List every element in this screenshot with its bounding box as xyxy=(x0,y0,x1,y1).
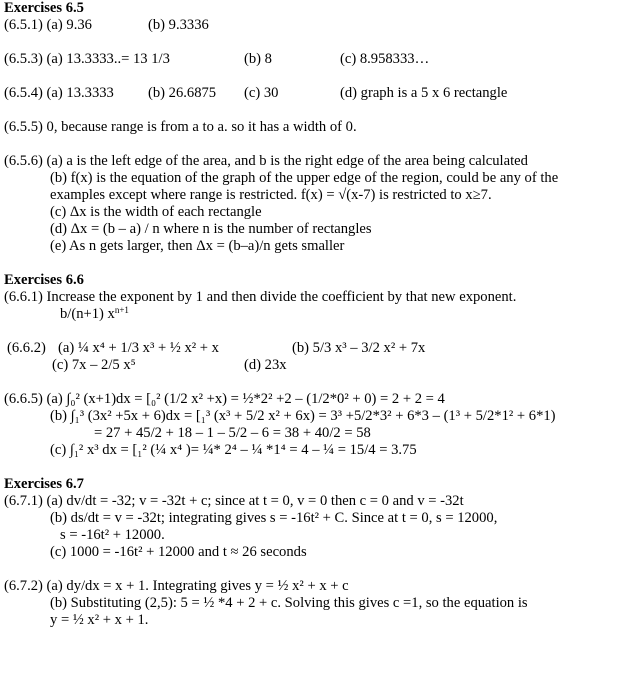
answer-6-7-1-a: (6.7.1) (a) dv/dt = -32; v = -32t + c; since at t = 0, v = 0 then c = 0 and v = -32t xyxy=(4,493,464,509)
answer-6-6-2-c: (c) 7x – 2/5 x⁵ xyxy=(52,357,136,373)
answer-6-5-3-b: (b) 8 xyxy=(244,51,272,67)
formula-base: b/(n+1) x xyxy=(60,306,115,322)
answer-6-7-1-b: (b) ds/dt = v = -32t; integrating gives s = -16t² + C. Since at t = 0, s = 12000, xyxy=(50,510,498,526)
answer-6-5-5: (6.5.5) 0, because range is from a to a. so it has a width of 0. xyxy=(4,119,357,135)
answer-6-5-4 xyxy=(4,85,622,102)
answer-6-7-1-b-cont: s = -16t² + 12000. xyxy=(60,527,165,543)
answer-6-6-5-b: (b) ∫₁³ (3x² +5x + 6)dx = [₁³ (x³ + 5/2 x² + 6x) = 3³ +5/2*3² + 6*3 – (1³ + 5/2*1² + 6*1) xyxy=(50,408,556,424)
answer-6-5-6-e: (e) As n gets larger, then Δx = (b–a)/n gets smaller xyxy=(50,238,345,254)
answer-6-6-1-formula xyxy=(4,306,622,323)
answer-6-7-2-b-cont: y = ½ x² + x + 1. xyxy=(50,612,149,628)
answer-6-5-1-a: (6.5.1) (a) 9.36 xyxy=(4,17,92,33)
answer-6-5-4-c: (c) 30 xyxy=(244,85,279,101)
answer-6-5-6-b: (b) f(x) is the equation of the graph of the upper edge of the region, could be any of the xyxy=(50,170,559,186)
answer-6-5-1 xyxy=(4,17,622,34)
exercise-page xyxy=(4,0,622,629)
answer-6-6-2-a: (a) ¼ x⁴ + 1/3 x³ + ½ x² + x xyxy=(58,340,219,356)
answer-6-6-5-b-cont: = 27 + 45/2 + 18 – 1 – 5/2 – 6 = 38 + 40/2 = 58 xyxy=(94,425,371,441)
answer-6-5-6-c: (c) Δx is the width of each rectangle xyxy=(50,204,262,220)
answer-6-6-1: (6.6.1) Increase the exponent by 1 and then divide the coefficient by that new exponent. xyxy=(4,289,517,305)
answer-6-5-3-c: (c) 8.958333… xyxy=(340,51,430,67)
answer-6-5-1-b: (b) 9.3336 xyxy=(148,17,209,33)
answer-6-5-4-a: (6.5.4) (a) 13.3333 xyxy=(4,85,114,101)
answer-6-7-2-b: (b) Substituting (2,5): 5 = ½ *4 + 2 + c. Solving this gives c =1, so the equation is xyxy=(50,595,528,611)
answer-6-6-2-b: (b) 5/3 x³ – 3/2 x² + 7x xyxy=(292,340,426,356)
answer-6-6-2-d: (d) 23x xyxy=(244,357,287,373)
answer-6-6-2 xyxy=(4,340,622,357)
heading-exercises-6-6: Exercises 6.6 xyxy=(4,272,84,288)
answer-6-5-6-b-cont: examples except where range is restricted. f(x) = √(x-7) is restricted to x≥7. xyxy=(50,187,492,203)
answer-6-5-3-a: (6.5.3) (a) 13.3333..= 13 1/3 xyxy=(4,51,170,67)
answer-6-6-5-a: (6.6.5) (a) ∫₀² (x+1)dx = [₀² (1/2 x² +x) = ½*2² +2 – (1/2*0² + 0) = 2 + 2 = 4 xyxy=(4,391,445,407)
heading-exercises-6-7: Exercises 6.7 xyxy=(4,476,84,492)
answer-6-5-4-d: (d) graph is a 5 x 6 rectangle xyxy=(340,85,508,101)
answer-6-5-4-b: (b) 26.6875 xyxy=(148,85,217,101)
answer-6-6-5-c: (c) ∫₁² x³ dx = [₁² (¼ x⁴ )= ¼* 2⁴ – ¼ *1⁴ = 4 – ¼ = 15/4 = 3.75 xyxy=(50,442,417,458)
answer-6-6-2-cont xyxy=(4,357,622,374)
answer-6-5-6-a: (6.5.6) (a) a is the left edge of the area, and b is the right edge of the area being calculated xyxy=(4,153,528,169)
heading-exercises-6-5: Exercises 6.5 xyxy=(4,0,84,16)
answer-6-7-1-c: (c) 1000 = -16t² + 12000 and t ≈ 26 seconds xyxy=(50,544,307,560)
answer-6-5-6-d: (d) Δx = (b – a) / n where n is the number of rectangles xyxy=(50,221,372,237)
answer-6-7-2-a: (6.7.2) (a) dy/dx = x + 1. Integrating gives y = ½ x² + x + c xyxy=(4,578,349,594)
answer-6-6-2-label: (6.6.2) xyxy=(7,340,46,356)
formula-exponent: n+1 xyxy=(114,305,129,315)
answer-6-5-3 xyxy=(4,51,622,68)
